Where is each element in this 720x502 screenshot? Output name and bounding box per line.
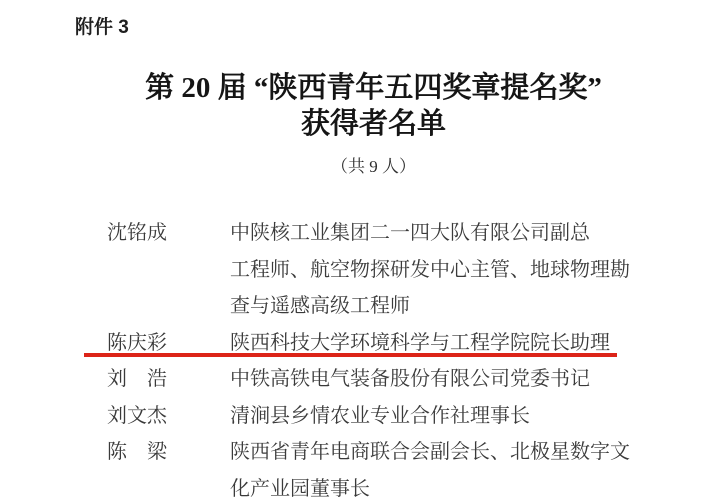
red-underline	[84, 353, 617, 357]
attachment-label: 附件 3	[75, 17, 129, 38]
awardee-name: 沈铭成	[107, 222, 167, 244]
awardee-name: 陈 梁	[107, 441, 167, 463]
list-item	[107, 361, 630, 398]
list-item	[107, 398, 630, 435]
awardee-desc-line: 查与遥感高级工程师	[230, 295, 410, 317]
awardee-name: 陈庆彩	[107, 331, 167, 354]
awardee-name: 刘文杰	[107, 404, 167, 427]
list-item	[107, 215, 630, 325]
list-item	[107, 434, 630, 502]
awardee-desc-line: 中陕核工业集团二一四大队有限公司副总	[230, 222, 590, 244]
title-block	[26, 70, 720, 177]
awardee-desc	[230, 215, 630, 325]
awardee-desc-line: 陕西省青年电商联合会副会长、北极星数字文	[230, 441, 630, 463]
page-title-line2: 获得者名单	[300, 108, 446, 140]
awardee-desc-line: 化产业园董事长	[230, 477, 370, 500]
awardee-name: 刘 浩	[107, 368, 167, 390]
awardee-desc-line: 工程师、航空物探研发中心主管、地球物理勘	[230, 258, 630, 281]
awardee-list	[107, 215, 630, 502]
awardee-desc	[230, 434, 630, 502]
awardee-desc	[230, 361, 590, 398]
awardee-desc-line: 中铁高铁电气装备股份有限公司党委书记	[230, 368, 590, 390]
subtitle-count: （共 9 人）	[331, 157, 416, 176]
page-title-line1: 第 20 届 “陕西青年五四奖章提名奖”	[145, 72, 602, 104]
awardee-desc	[230, 398, 530, 435]
awardee-desc-line: 清涧县乡情农业专业合作社理事长	[230, 404, 530, 427]
awardee-desc-line: 陕西科技大学环境科学与工程学院院长助理	[230, 331, 610, 354]
